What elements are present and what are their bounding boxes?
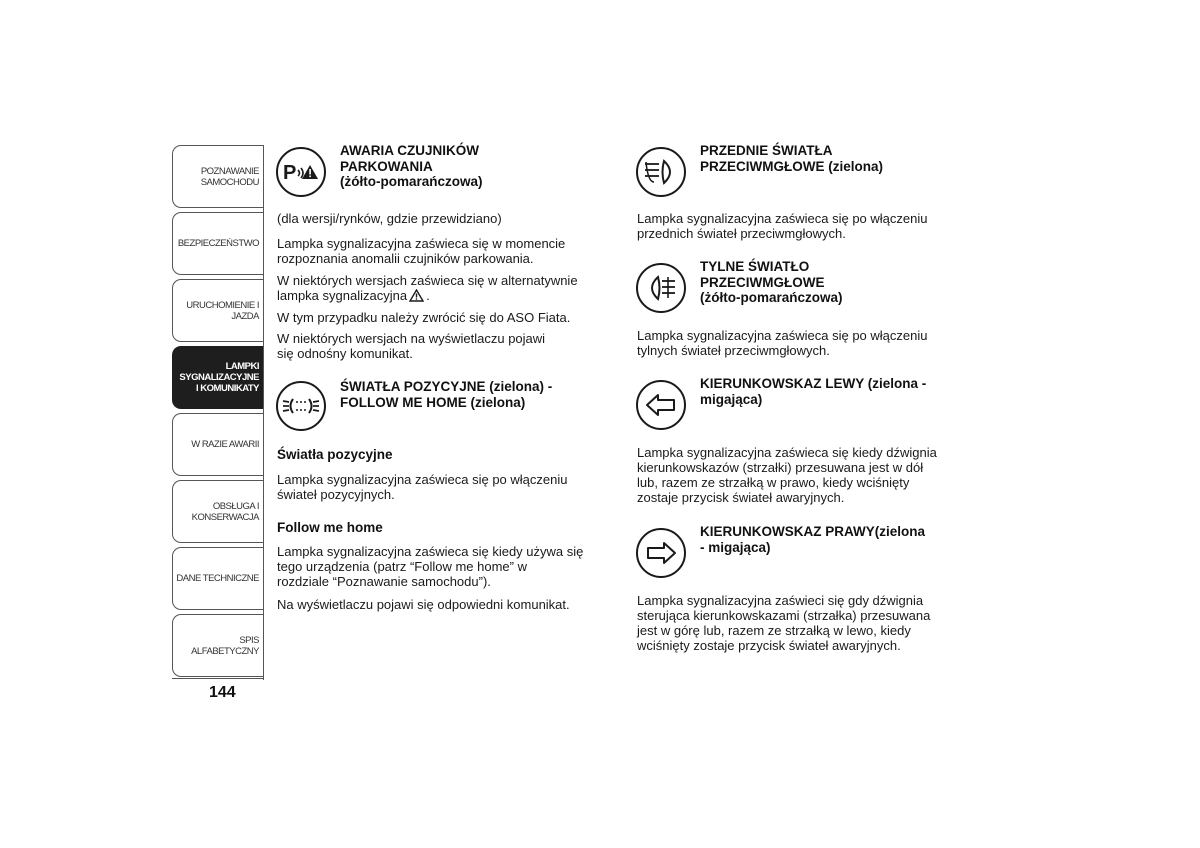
warning-triangle-icon	[409, 289, 424, 305]
paragraph-position-lights: Lampka sygnalizacyjna zaświeca się po włączeniu świateł pozycyjnych.	[277, 472, 568, 502]
paragraph-left-turn: Lampka sygnalizacyjna zaświeca się kiedy dźwignia kierunkowskazów (strzałki) przesuwana jest w dół lub, razem ze strzałką w prawo, kiedy wciśnięty zostaje przycisk świateł awaryjnych.	[637, 445, 937, 505]
paragraph-display-message: W niektórych wersjach na wyświetlaczu pojawi się odnośny komunikat.	[277, 331, 546, 361]
parking-sensor-failure-icon	[276, 147, 326, 197]
tab-uruchomienie-i-jazda[interactable]: URUCHOMIENIE I JAZDA	[172, 279, 264, 342]
paragraph-follow-me-home: Lampka sygnalizacyjna zaświeca się kiedy używa się tego urządzenia (patrz “Follow me home” w rozdziale “Poznawanie samochodu”).	[277, 544, 584, 589]
page-number: 144	[209, 684, 236, 701]
tab-bezpieczenstwo[interactable]: BEZPIECZEŃSTWO	[172, 212, 264, 275]
tab-poznawanie-samochodu[interactable]: POZNAWANIE SAMOCHODU	[172, 145, 264, 208]
paragraph-contact-aso: W tym przypadku należy zwrócić się do ASO Fiata.	[277, 310, 571, 325]
section-heading-right-turn: KIERUNKOWSKAZ PRAWY(zielona - migająca)	[700, 524, 926, 555]
paragraph-display-message-2: Na wyświetlaczu pojawi się odpowiedni komunikat.	[277, 597, 570, 612]
rear-fog-light-icon	[636, 263, 686, 313]
paragraph-parking-anomaly: Lampka sygnalizacyjna zaświeca się w momencie rozpoznania anomalii czujników parkowania.	[277, 236, 566, 266]
paragraph-rear-fog: Lampka sygnalizacyjna zaświeca się po włączeniu tylnych świateł przeciwmgłowych.	[637, 328, 928, 358]
section-heading-parking-sensors: AWARIA CZUJNIKÓW PARKOWANIA (żółto-pomarańczowa)	[340, 143, 483, 189]
position-lights-icon	[276, 381, 326, 431]
section-heading-left-turn: KIERUNKOWSKAZ LEWY (zielona - migająca)	[700, 376, 927, 407]
section-heading-rear-fog: TYLNE ŚWIATŁO PRZECIWMGŁOWE (żółto-pomarańczowa)	[700, 259, 843, 305]
subheading-follow-me-home: Follow me home	[277, 520, 383, 535]
paragraph-alternative-lamp: W niektórych wersjach zaświeca się w alternatywnie lampka sygnalizacyjna .	[277, 273, 578, 303]
subheading-position-lights: Światła pozycyjne	[277, 447, 393, 462]
sidebar-base-line	[172, 678, 264, 679]
paragraph-version-note: (dla wersji/rynków, gdzie przewidziano)	[277, 211, 502, 226]
left-turn-signal-icon	[636, 380, 686, 430]
tab-w-razie-awarii[interactable]: W RAZIE AWARII	[172, 413, 264, 476]
right-turn-signal-icon	[636, 528, 686, 578]
front-fog-light-icon	[636, 147, 686, 197]
tab-spis-alfabetyczny[interactable]: SPIS ALFABETYCZNY	[172, 614, 264, 677]
sidebar-edge-line	[263, 145, 264, 680]
tab-dane-techniczne[interactable]: DANE TECHNICZNE	[172, 547, 264, 610]
svg-text:P: P	[283, 162, 297, 184]
paragraph-right-turn: Lampka sygnalizacyjna zaświeci się gdy dźwignia sterująca kierunkowskazami (strzałka) przesuwana jest w górę lub, razem ze strzałką w lewo, kiedy wciśnięty zostaje przycisk świateł awaryjnych.	[637, 593, 931, 653]
tab-lampki-sygnalizacyjne[interactable]: LAMPKI SYGNALIZACYJNE I KOMUNIKATY	[172, 346, 264, 409]
section-heading-front-fog: PRZEDNIE ŚWIATŁA PRZECIWMGŁOWE (zielona)	[700, 143, 883, 174]
tab-obsluga-i-konserwacja[interactable]: OBSŁUGA I KONSERWACJA	[172, 480, 264, 543]
paragraph-front-fog: Lampka sygnalizacyjna zaświeca się po włączeniu przednich świateł przeciwmgłowych.	[637, 211, 928, 241]
section-heading-position-lights: ŚWIATŁA POZYCYJNE (zielona) - FOLLOW ME HOME (zielona)	[340, 379, 553, 410]
